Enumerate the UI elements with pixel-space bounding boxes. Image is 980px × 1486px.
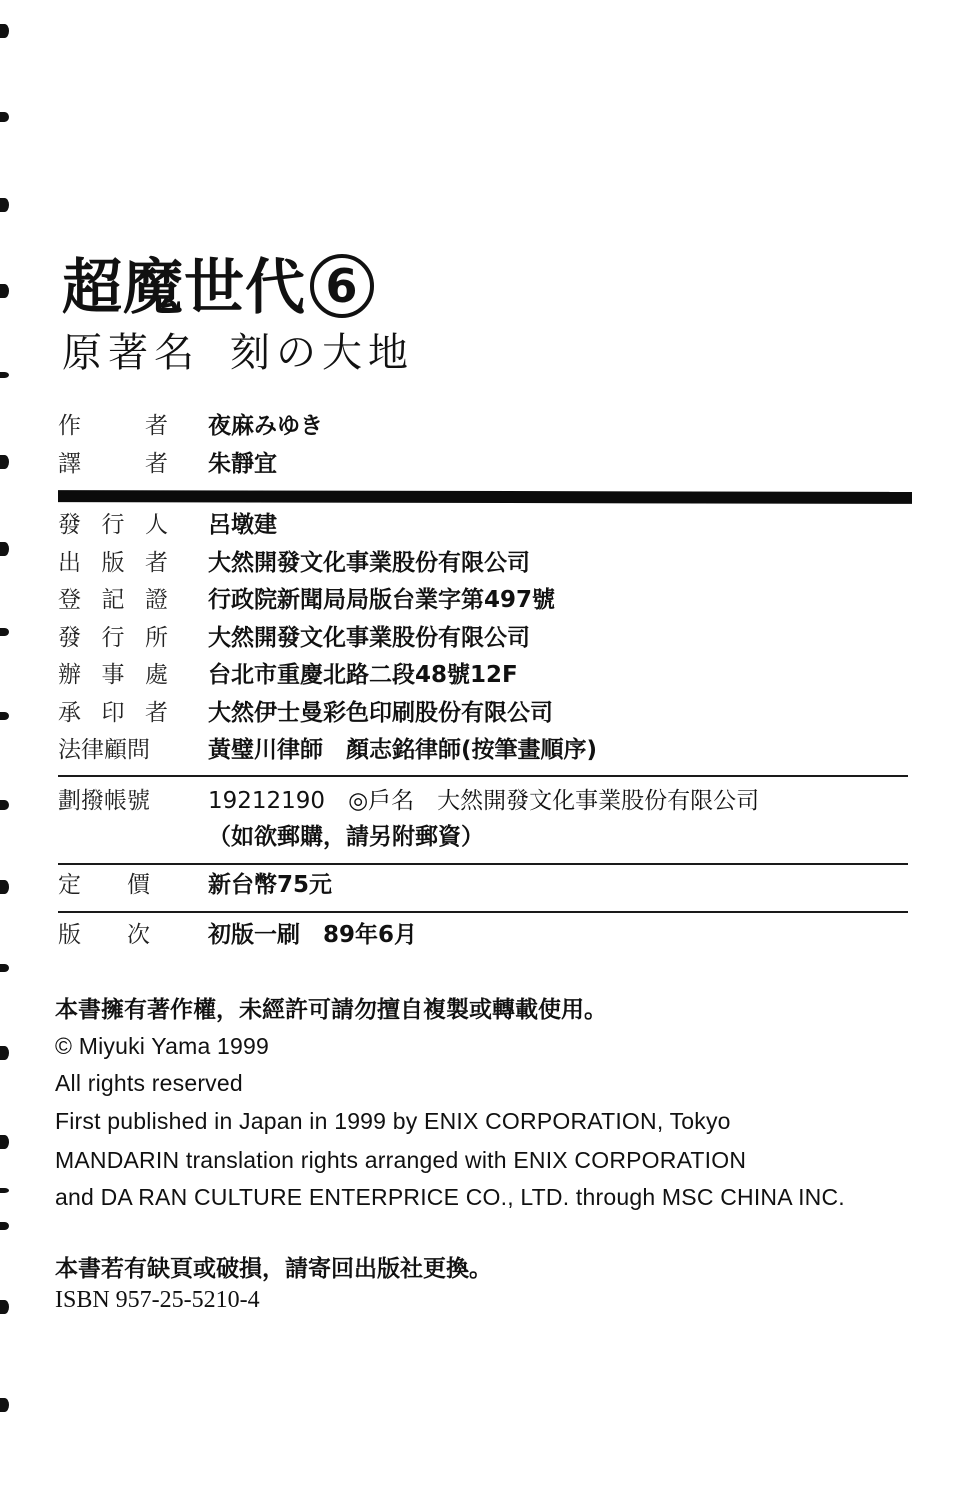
thin-divider: [58, 775, 908, 777]
binding-mark: [0, 1188, 9, 1193]
binding-mark: [0, 1398, 9, 1412]
binding-mark: [0, 455, 9, 469]
binding-mark: [0, 372, 9, 378]
binding-mark: [0, 628, 9, 636]
binding-mark: [0, 24, 9, 38]
binding-mark: [0, 198, 9, 212]
thin-divider: [58, 911, 908, 913]
rights-line: All rights reserved: [55, 1070, 243, 1096]
volume-number: 6: [310, 254, 374, 318]
defect-notice: 本書若有缺頁或破損，請寄回出版社更換。: [55, 1256, 492, 1282]
translator-name: 朱靜宜: [208, 451, 277, 477]
binding-mark: [0, 1300, 9, 1314]
binding-mark: [0, 1046, 9, 1060]
payment-account: 19212190 ◎戶名 大然開發文化事業股份有限公司: [208, 788, 760, 814]
binding-mark: [0, 1222, 9, 1230]
binding-mark: [0, 712, 9, 720]
original-title-label: 原著名: [62, 330, 200, 376]
payment-note: （如欲郵購，請另附郵資）: [208, 824, 484, 850]
pub-value: 呂墩建: [208, 512, 277, 538]
credit-label: 作 者: [58, 413, 168, 439]
pub-value: 黃璧川律師 顏志銘律師(按筆畫順序): [208, 737, 598, 763]
binding-mark: [0, 800, 9, 810]
copyright-line: © Miyuki Yama 1999: [55, 1033, 270, 1059]
binding-mark: [0, 964, 9, 972]
price-value: 新台幣75元: [208, 872, 333, 898]
pub-label: 法律顧問: [58, 737, 150, 763]
binding-mark: [0, 880, 9, 894]
pub-value: 大然開發文化事業股份有限公司: [208, 550, 530, 576]
pub-label: 發 行 人: [58, 512, 168, 538]
author-name: 夜麻みゆき: [208, 413, 323, 439]
thick-divider: [58, 490, 912, 504]
book-title: [62, 250, 374, 326]
binding-mark: [0, 284, 9, 298]
pub-label: 承 印 者: [58, 700, 168, 726]
pub-label: 發 行 所: [58, 625, 168, 651]
binding-mark: [0, 112, 9, 122]
binding-mark: [0, 1135, 9, 1149]
edition-value: 初版一刷 89年6月: [208, 922, 418, 948]
binding-mark: [0, 542, 9, 556]
first-published-line: First published in Japan in 1999 by ENIX CORPORATION, Tokyo: [55, 1108, 731, 1134]
pub-label: 出 版 者: [58, 550, 168, 576]
original-title: [62, 326, 414, 380]
credit-label: 譯 者: [58, 451, 168, 477]
payment-label: 劃撥帳號: [58, 788, 150, 814]
agency-line: and DA RAN CULTURE ENTERPRICE CO., LTD. through MSC CHINA INC.: [55, 1184, 845, 1210]
pub-value: 台北市重慶北路二段48號12F: [208, 662, 518, 688]
edition-label: 版 次: [58, 922, 150, 948]
pub-value: 大然開發文化事業股份有限公司: [208, 625, 530, 651]
copyright-notice: 本書擁有著作權，未經許可請勿擅自複製或轉載使用。: [55, 997, 607, 1023]
pub-value: 行政院新聞局局版台業字第497號: [208, 587, 556, 613]
price-label: 定 價: [58, 872, 150, 898]
pub-value: 大然伊士曼彩色印刷股份有限公司: [208, 700, 553, 726]
pub-label: 辦 事 處: [58, 662, 168, 688]
thin-divider: [58, 863, 908, 865]
isbn: ISBN 957-25-5210-4: [55, 1287, 260, 1313]
pub-label: 登 記 證: [58, 587, 168, 613]
translation-rights-line: MANDARIN translation rights arranged with ENIX CORPORATION: [55, 1147, 747, 1173]
original-title-text: 刻の大地: [230, 330, 414, 376]
book-title-text: 超魔世代: [62, 253, 306, 323]
